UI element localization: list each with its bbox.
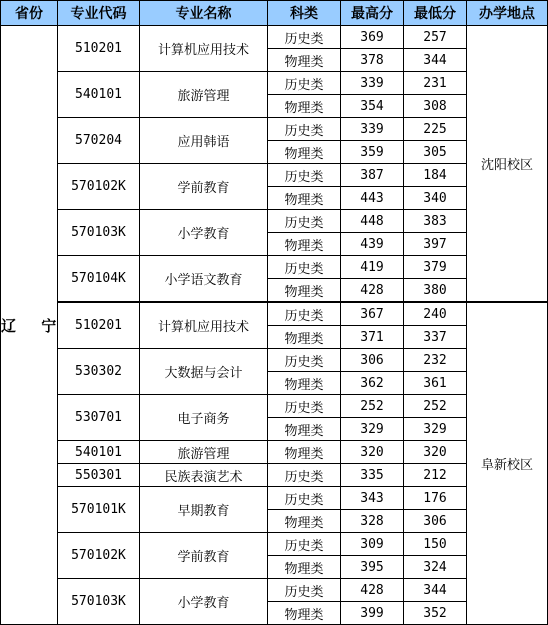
major-code-cell: 570102K: [58, 533, 140, 579]
subject-type-cell: 物理类: [268, 510, 341, 533]
max-score-cell: 359: [341, 141, 404, 164]
subject-type-cell: 物理类: [268, 279, 341, 303]
major-code-cell: 540101: [58, 441, 140, 464]
table-row: [1, 464, 548, 487]
subject-type-cell: 历史类: [268, 464, 341, 487]
major-name-cell: 旅游管理: [140, 72, 268, 118]
subject-type-cell: 物理类: [268, 187, 341, 210]
table-row: [1, 441, 548, 464]
major-name-cell: 学前教育: [140, 164, 268, 210]
header-major-name: 专业名称: [140, 1, 268, 26]
major-code-cell: 530701: [58, 395, 140, 441]
max-score-cell: 328: [341, 510, 404, 533]
major-code-cell: 570104K: [58, 256, 140, 303]
subject-type-cell: 历史类: [268, 118, 341, 141]
max-score-cell: 419: [341, 256, 404, 279]
subject-type-cell: 历史类: [268, 210, 341, 233]
header-major-code: 专业代码: [58, 1, 140, 26]
min-score-cell: 150: [404, 533, 467, 556]
max-score-cell: 339: [341, 72, 404, 95]
max-score-cell: 343: [341, 487, 404, 510]
major-name-cell: 小学教育: [140, 579, 268, 625]
min-score-cell: 305: [404, 141, 467, 164]
min-score-cell: 352: [404, 602, 467, 625]
major-code-cell: 530302: [58, 349, 140, 395]
subject-type-cell: 物理类: [268, 372, 341, 395]
min-score-cell: 380: [404, 279, 467, 303]
table-row: [1, 533, 548, 556]
min-score-cell: 257: [404, 26, 467, 49]
header-subject-type: 科类: [268, 1, 341, 26]
major-name-cell: 旅游管理: [140, 441, 268, 464]
subject-type-cell: 物理类: [268, 556, 341, 579]
major-code-cell: 570103K: [58, 579, 140, 625]
min-score-cell: 344: [404, 579, 467, 602]
subject-type-cell: 物理类: [268, 418, 341, 441]
subject-type-cell: 物理类: [268, 49, 341, 72]
min-score-cell: 308: [404, 95, 467, 118]
max-score-cell: 339: [341, 118, 404, 141]
subject-type-cell: 历史类: [268, 487, 341, 510]
table-row: [1, 302, 548, 326]
min-score-cell: 361: [404, 372, 467, 395]
max-score-cell: 306: [341, 349, 404, 372]
max-score-cell: 395: [341, 556, 404, 579]
subject-type-cell: 历史类: [268, 579, 341, 602]
min-score-cell: 337: [404, 326, 467, 349]
max-score-cell: 439: [341, 233, 404, 256]
max-score-cell: 428: [341, 579, 404, 602]
max-score-cell: 378: [341, 49, 404, 72]
major-name-cell: 早期教育: [140, 487, 268, 533]
max-score-cell: 387: [341, 164, 404, 187]
min-score-cell: 225: [404, 118, 467, 141]
subject-type-cell: 历史类: [268, 533, 341, 556]
campus-cell: 阜新校区: [467, 302, 548, 625]
major-name-cell: 民族表演艺术: [140, 464, 268, 487]
table-row: [1, 487, 548, 510]
campus-cell: 沈阳校区: [467, 26, 548, 303]
table-row: [1, 26, 548, 49]
table-row: [1, 118, 548, 141]
major-name-cell: 大数据与会计: [140, 349, 268, 395]
max-score-cell: 309: [341, 533, 404, 556]
major-name-cell: 计算机应用技术: [140, 302, 268, 349]
major-name-cell: 应用韩语: [140, 118, 268, 164]
header-row: [1, 1, 548, 26]
major-name-cell: 电子商务: [140, 395, 268, 441]
major-code-cell: 570102K: [58, 164, 140, 210]
min-score-cell: 379: [404, 256, 467, 279]
max-score-cell: 371: [341, 326, 404, 349]
min-score-cell: 329: [404, 418, 467, 441]
subject-type-cell: 物理类: [268, 141, 341, 164]
min-score-cell: 383: [404, 210, 467, 233]
max-score-cell: 354: [341, 95, 404, 118]
subject-type-cell: 历史类: [268, 256, 341, 279]
header-province: 省份: [1, 1, 58, 26]
major-name-cell: 小学教育: [140, 210, 268, 256]
min-score-cell: 184: [404, 164, 467, 187]
max-score-cell: 399: [341, 602, 404, 625]
min-score-cell: 340: [404, 187, 467, 210]
max-score-cell: 369: [341, 26, 404, 49]
subject-type-cell: 物理类: [268, 602, 341, 625]
major-name-cell: 计算机应用技术: [140, 26, 268, 72]
major-code-cell: 510201: [58, 302, 140, 349]
max-score-cell: 443: [341, 187, 404, 210]
major-code-cell: 550301: [58, 464, 140, 487]
max-score-cell: 252: [341, 395, 404, 418]
max-score-cell: 329: [341, 418, 404, 441]
province-cell: 辽 宁: [1, 26, 58, 625]
subject-type-cell: 历史类: [268, 349, 341, 372]
max-score-cell: 335: [341, 464, 404, 487]
major-code-cell: 510201: [58, 26, 140, 72]
min-score-cell: 344: [404, 49, 467, 72]
min-score-cell: 176: [404, 487, 467, 510]
min-score-cell: 306: [404, 510, 467, 533]
table-row: [1, 210, 548, 233]
subject-type-cell: 历史类: [268, 26, 341, 49]
subject-type-cell: 历史类: [268, 164, 341, 187]
min-score-cell: 252: [404, 395, 467, 418]
max-score-cell: 428: [341, 279, 404, 303]
table-body: [1, 26, 548, 625]
table-row: [1, 256, 548, 279]
min-score-cell: 232: [404, 349, 467, 372]
min-score-cell: 397: [404, 233, 467, 256]
subject-type-cell: 历史类: [268, 72, 341, 95]
subject-type-cell: 历史类: [268, 395, 341, 418]
subject-type-cell: 物理类: [268, 441, 341, 464]
major-code-cell: 570204: [58, 118, 140, 164]
max-score-cell: 320: [341, 441, 404, 464]
major-code-cell: 570103K: [58, 210, 140, 256]
max-score-cell: 448: [341, 210, 404, 233]
subject-type-cell: 历史类: [268, 302, 341, 326]
min-score-cell: 320: [404, 441, 467, 464]
min-score-cell: 240: [404, 302, 467, 326]
table-row: [1, 164, 548, 187]
max-score-cell: 367: [341, 302, 404, 326]
major-code-cell: 570101K: [58, 487, 140, 533]
major-name-cell: 小学语文教育: [140, 256, 268, 303]
table-row: [1, 349, 548, 372]
min-score-cell: 324: [404, 556, 467, 579]
header-min-score: 最低分: [404, 1, 467, 26]
subject-type-cell: 物理类: [268, 95, 341, 118]
max-score-cell: 362: [341, 372, 404, 395]
header-max-score: 最高分: [341, 1, 404, 26]
table-row: [1, 72, 548, 95]
min-score-cell: 212: [404, 464, 467, 487]
major-code-cell: 540101: [58, 72, 140, 118]
header-campus: 办学地点: [467, 1, 548, 26]
min-score-cell: 231: [404, 72, 467, 95]
subject-type-cell: 物理类: [268, 326, 341, 349]
table-row: [1, 395, 548, 418]
major-name-cell: 学前教育: [140, 533, 268, 579]
table-row: [1, 579, 548, 602]
subject-type-cell: 物理类: [268, 233, 341, 256]
